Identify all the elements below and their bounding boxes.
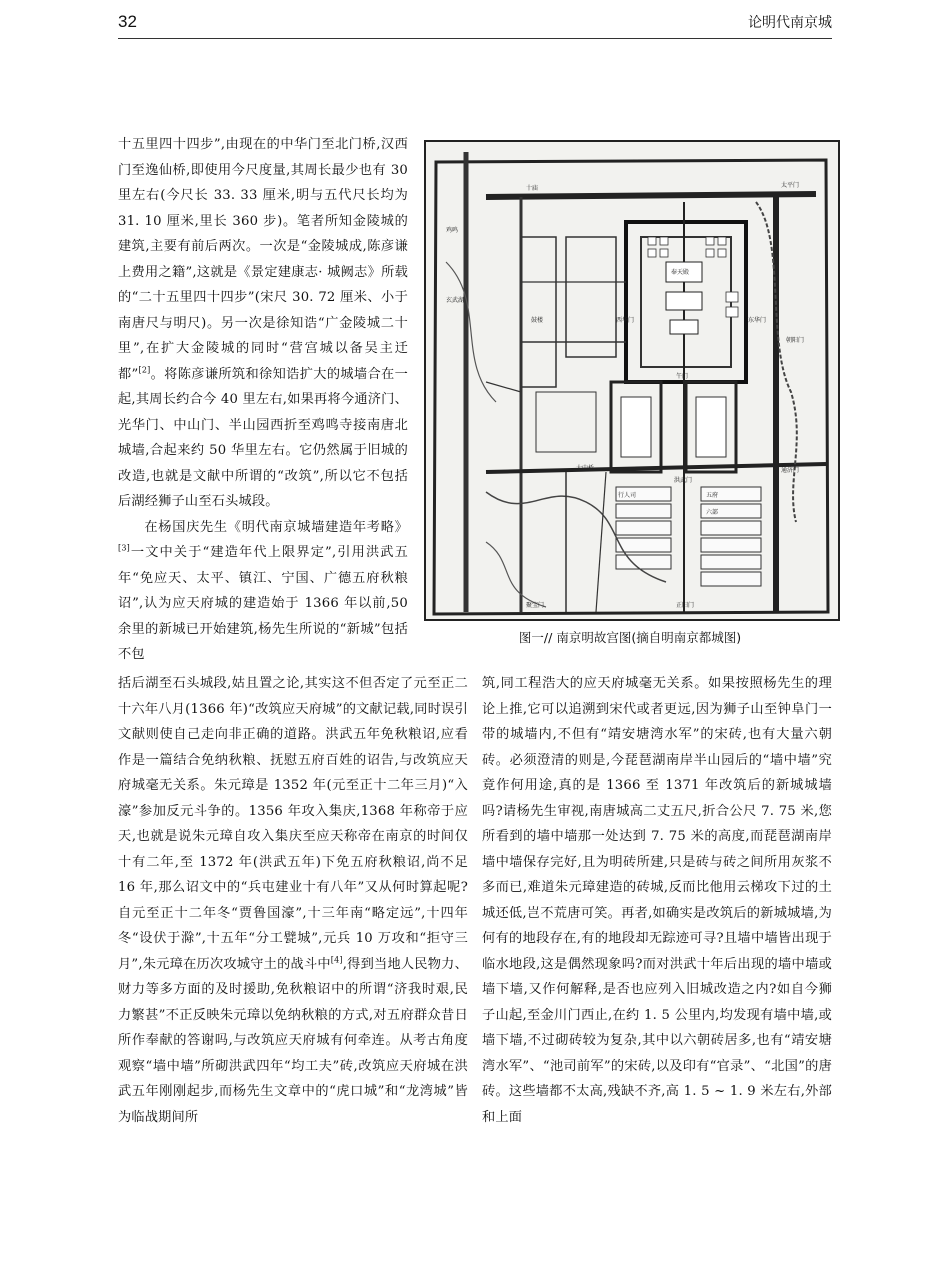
footnote-ref: [3]: [118, 543, 130, 553]
text-span: 在杨国庆先生《明代南京城墙建造年考略》: [144, 519, 408, 535]
map-label: 鸡鸣: [446, 227, 459, 234]
left-column-bottom: [118, 671, 468, 1130]
right-column-bottom: [482, 671, 832, 1130]
map-label: 通济门: [781, 467, 800, 474]
map-label: 午门: [676, 373, 689, 380]
map-label: 西华门: [616, 317, 635, 324]
map-label: 奉天殿: [671, 269, 690, 276]
paragraph: [118, 671, 468, 1130]
running-title: 论明代南京城: [748, 15, 832, 31]
map-label: 朝阳门: [786, 337, 805, 344]
text-span: 括后湖至石头城段,姑且置之论,其实这不但否定了元至正二十六年八月(1366 年)“改筑应天府城”的文献记载,同时误引文献则使自己走向非正确的道路。洪武五年免秋粮诏,应看作是一篇结合免纳秋粮、抚慰五府百姓的诏告,与改筑应天府城毫无关系。朱元璋是 1352 年(元至正十二年三月)“入濠”参加反元斗争的。1356 年攻入集庆,1368 年称帝于应天,也就是说朱元璋自攻入集庆至应天称帝在南京的时间仅十有二年,至 1372 年(洪武五年)下免五府秋粮诏,尚不足 16 年,那么诏文中的“兵屯建业十有八年”又从何时算起呢?自元至正十二年冬“贾鲁国濠”,十三年南“略定远”,十四年冬“设伏于滁”,十五年“分工甓城”,元兵 10 万攻和“拒守三月”,朱元璋在历次攻城守土的战斗中: [118, 676, 468, 972]
header-rule: [118, 38, 832, 39]
footnote-ref: [2]: [138, 365, 151, 375]
map-label: 大中桥: [576, 465, 595, 472]
text-span: 一文中关于“建造年代上限界定”,引用洪武五年“免应天、太平、镇江、宁国、广德五府秋粮诏”,认为应天府城的建造始于 1366 年以前,50 余里的新城已开始建筑,杨先生所说的“新城”包括不包: [118, 545, 408, 662]
nanjing-palace-map: [426, 142, 838, 619]
map-label: 聚宝门: [526, 602, 545, 609]
paragraph: [118, 515, 408, 668]
text-span: ,得到当地人民物力、财力等多方面的及时援助,免秋粮诏中的所谓“济我时艰,民力繁甚”不正反映朱元璋以免纳秋粮的方式,对五府群众昔日所作奉献的答谢吗,与改筑应天府城有何牵连。从考古角度观察“墙中墙”所砌洪武四年“均工夫”砖,改筑应天府城在洪武五年刚刚起步,而杨先生文章中的“虎口城”和“龙湾城”皆为临战期间所: [118, 956, 468, 1125]
map-label: 洪武门: [674, 477, 693, 484]
map-label: 玄武湖: [446, 297, 465, 304]
map-label: 正阳门: [676, 602, 695, 609]
text-span: 。将陈彦谦所筑和徐知诰扩大的城墙合在一起,其周长约合今 40 里左右,如果再将今通济门、光华门、中山门、半山园西折至鸡鸣寺接南唐北城墙,合起来约 50 华里左右。它仍然属于旧城的改造,也就是文献中所谓的“改筑”,所以它不包括后湖经狮子山至石头城段。: [118, 366, 408, 509]
paragraph: 筑,同工程浩大的应天府城毫无关系。如果按照杨先生的理论上推,它可以追溯到宋代或者更远,因为狮子山至钟阜门一带的城墙内,不但有“靖安塘湾水军”的宋砖,也有大量六朝砖。必须澄清的则是,今琵琶湖南岸半山园后的“墙中墙”究竟作何用途,真的是 1366 至 1371 年改筑后的新城城墙吗?请杨先生审视,南唐城高二丈五尺,折合公尺 7. 75 米,您所看到的墙中墙那一处达到 7. 75 米的高度,而琵琶湖南岸墙中墙保存完好,且为明砖所建,只是砖与砖之间所用灰浆不多而已,难道朱元璋建造的砖城,反而比他用云梯攻下过的土城还低,岂不荒唐可笑。再者,如确实是改筑后的新城城墙,为何有的地段存在,有的地段却无踪迹可寻?且墙中墙皆出现于临水地段,这是偶然现象吗?而对洪武十年后出现的墙中墙或墙下墙,又作何解释,是否也应列入旧城改造之内?如自今狮子山起,至金川门西止,在约 1. 5 公里内,均发现有墙中墙,或墙下墙,不过砌砖较为复杂,其中以六朝砖居多,也有“靖安塘湾水军”、“池司前军”的宋砖,以及印有“官录”、“北国”的唐砖。这些墙都不太高,残缺不齐,高 1. 5 ~ 1. 9 米左右,外部和上面: [482, 676, 832, 1125]
figure-caption: 图一// 南京明故宫图(摘自明南京都城图): [518, 630, 742, 645]
map-label: 太平门: [781, 182, 800, 189]
paragraph: [118, 132, 408, 515]
text-span: 十五里四十四步”,由现在的中华门至北门桥,汉西门至逸仙桥,即使用今尺度量,其周长最少也有 30 里左右(今尺长 33. 33 厘米,明与五代尺长均为 31. 10 厘米,里长 360 步)。笔者所知金陵城的建筑,主要有前后两次。一次是“金陵城成,陈彦谦上费用之籍”,这就是《景定建康志· 城阙志》所载的“二十五里四十四步”(宋尺 30. 72 厘米、小于南唐尺与明尺)。另一次是徐知诰“广金陵城二十里”,在扩大金陵城的同时“营宫城以备吴主迁都”: [118, 137, 408, 382]
map-figure: [424, 140, 840, 621]
map-label: 东华门: [748, 317, 767, 324]
map-label: 六部: [706, 509, 719, 516]
map-label: 十庙: [526, 185, 539, 192]
left-column-top: [118, 132, 408, 668]
map-label: 五府: [706, 492, 719, 499]
map-label: 鼓楼: [531, 317, 544, 324]
map-label: 行人司: [618, 492, 637, 499]
footnote-ref: [4]: [330, 955, 343, 965]
page-number: 32: [118, 12, 137, 31]
